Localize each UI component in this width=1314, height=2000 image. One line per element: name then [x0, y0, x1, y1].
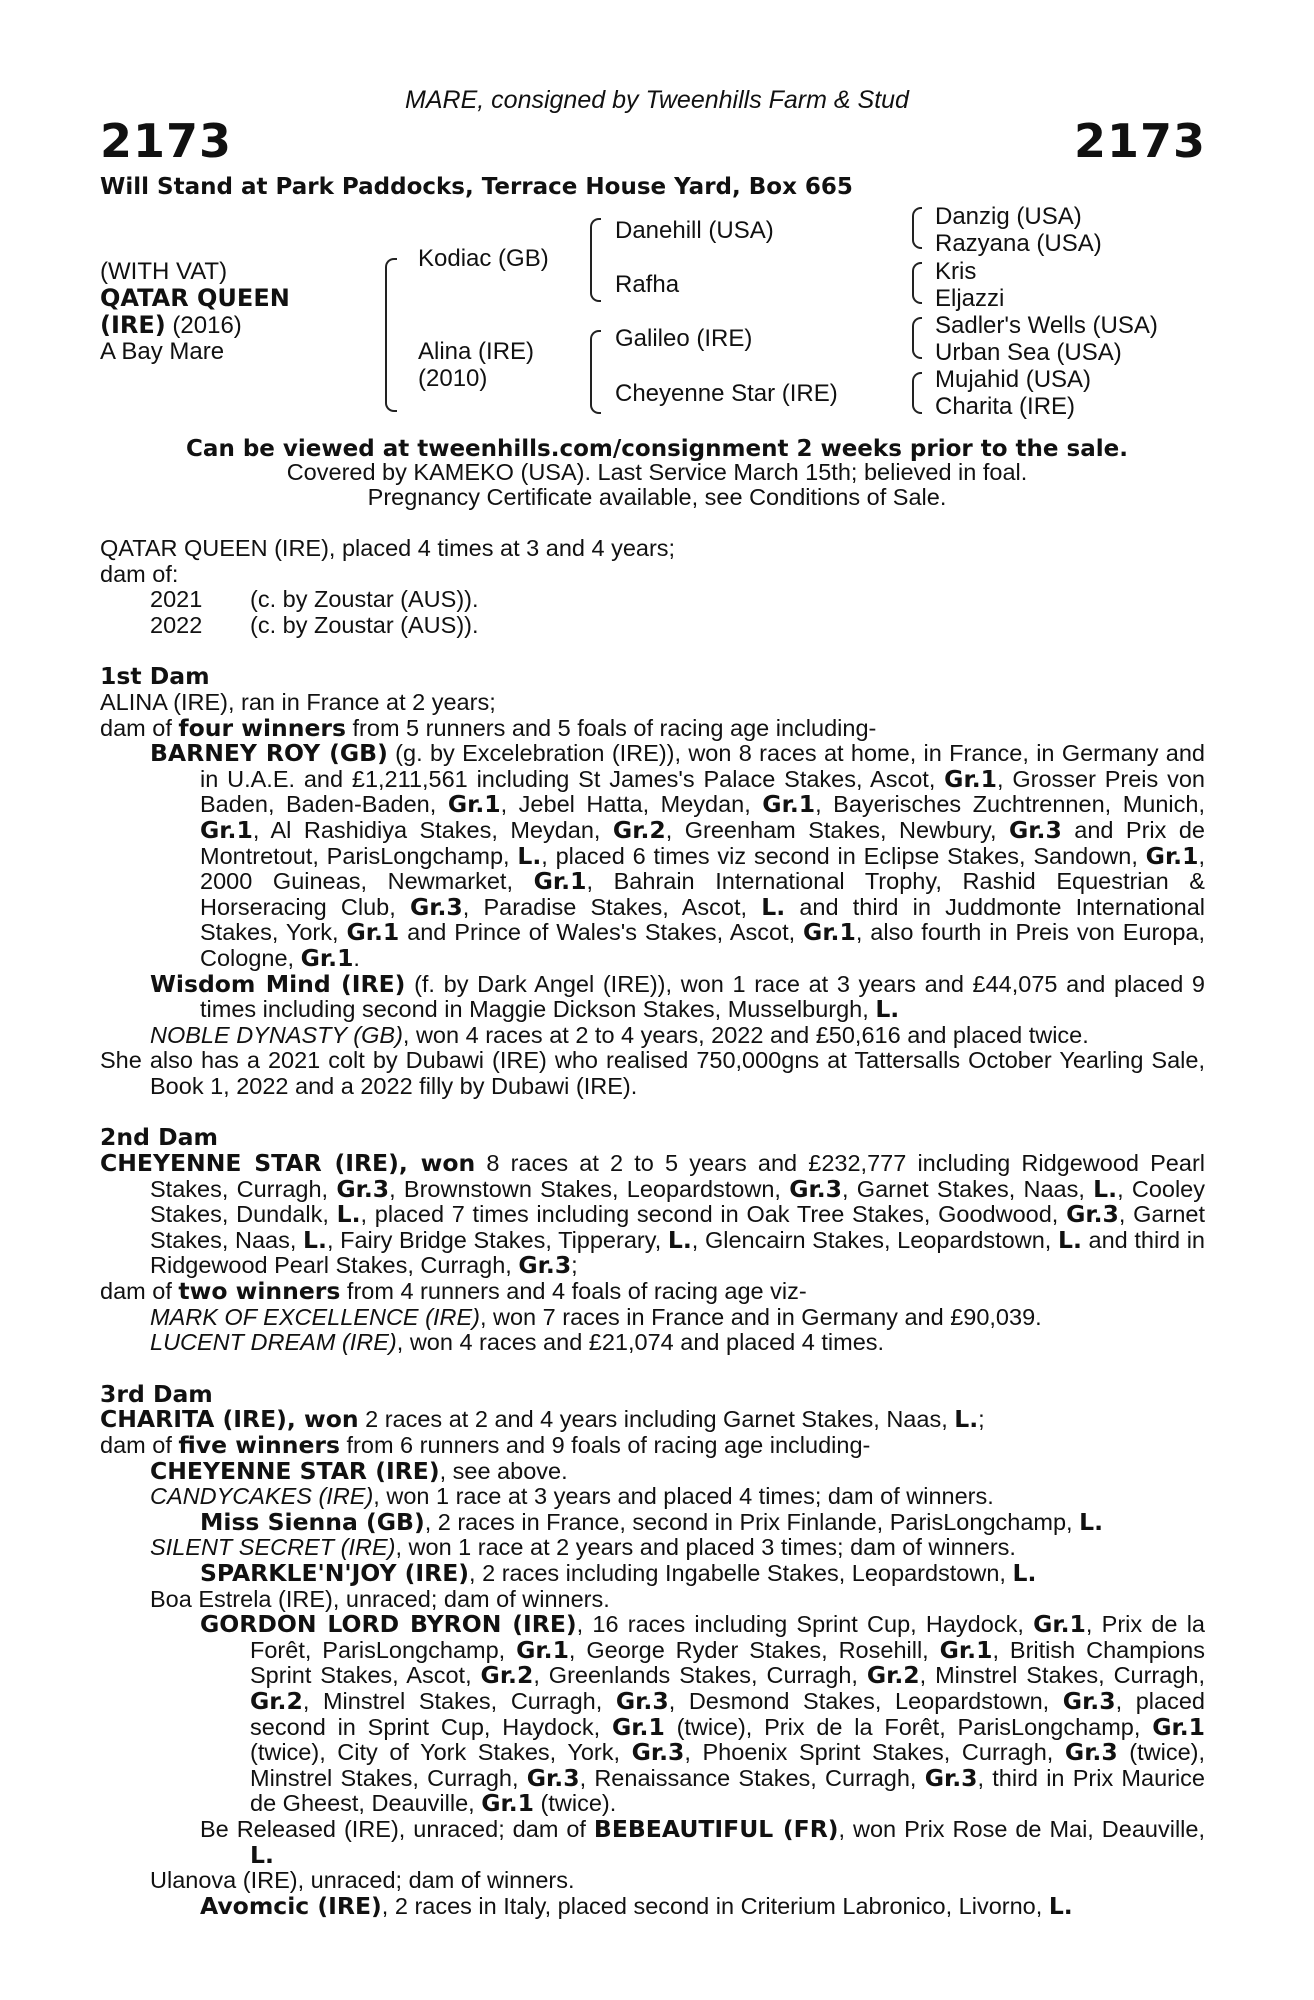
- dam-dam: Cheyenne Star (IRE): [615, 380, 838, 407]
- progeny-cheyenne-star: CHEYENNE STAR (IRE), see above.: [150, 1456, 568, 1485]
- progeny-sparkle-n-joy: SPARKLE'N'JOY (IRE), 2 races including Ingabelle Stakes, Leopardstown, L.: [200, 1558, 1037, 1587]
- first-dam-dam-of: dam of four winners from 5 runners and 5 foals of racing age including-: [100, 713, 877, 742]
- brace-gg4: [912, 372, 922, 414]
- lot-number-right: 2173: [1073, 114, 1206, 168]
- horse-country-year: (IRE) (2016): [100, 311, 242, 339]
- brace-gg3: [912, 317, 922, 359]
- sire-name: Kodiac (GB): [418, 245, 549, 272]
- progeny-barney-roy: BARNEY ROY (GB) (g. by Excelebration (IRE)), won 8 races at home, in France, in Germany and in U.A.E. and £1,211,561 including St James's Palace Stakes, Ascot, Gr.1, Grosser Preis von Baden, Baden-Baden, Gr.1, Jebel Hatta, Meydan, Gr.1, Bayerisches Zuchtrennen, Munich, Gr.1, Al Rashidiya Stakes, Meydan, Gr.2, Greenham Stakes, Newbury, Gr.3 and Prix de Montretout, ParisLongchamp, L., placed 6 times viz second in Eclipse Stakes, Sandown, Gr.1, 2000 Guineas, Newmarket, Gr.1, Bahrain International Trophy, Rashid Equestrian & Horseracing Club, Gr.3, Paradise Stakes, Ascot, L. and third in Juddmonte International Stakes, York, Gr.1 and Prince of Wales's Stakes, Ascot, Gr.1, also fourth in Preis von Europa, Cologne, Gr.1.: [150, 739, 1206, 972]
- dam-sire: Galileo (IRE): [615, 325, 753, 352]
- progeny-noble-dynasty: NOBLE DYNASTY (GB), won 4 races at 2 to 4 years, 2022 and £50,616 and placed twice.: [150, 1021, 1089, 1048]
- progeny-avomcic: Avomcic (IRE), 2 races in Italy, placed second in Criterium Labronico, Livorno, L.: [200, 1891, 1073, 1920]
- gg-2: Razyana (USA): [935, 230, 1102, 257]
- second-dam-record: CHEYENNE STAR (IRE), won 8 races at 2 to 5 years and £232,777 including Ridgewood Pearl Stakes, Curragh, Gr.3, Brownstown Stakes, Leopardstown, Gr.3, Garnet Stakes, Naas, L., Cooley Stakes, Dundalk, L., placed 7 times including second in Oak Tree Stakes, Goodwood, Gr.3, Garnet Stakes, Naas, L., Fairy Bridge Stakes, Tipperary, L., Glencairn Stakes, Leopardstown, L. and third in Ridgewood Pearl Stakes, Curragh, Gr.3;: [100, 1149, 1205, 1280]
- progeny-be-released: Be Released (IRE), unraced; dam of BEBEAUTIFUL (FR), won Prix Rose de Mai, Deauville, L.: [200, 1814, 1205, 1869]
- progeny-lucent-dream: LUCENT DREAM (IRE), won 4 races and £21,074 and placed 4 times.: [150, 1329, 885, 1356]
- progeny-boa-estrela: Boa Estrela (IRE), unraced; dam of winners.: [150, 1585, 610, 1612]
- sire-dam: Rafha: [615, 271, 680, 298]
- viewing-note: Can be viewed at tweenhills.com/consignment 2 weeks prior to the sale.: [186, 436, 1128, 462]
- vat-note: (WITH VAT): [100, 258, 228, 285]
- brace-dam: [590, 330, 601, 414]
- brace-gg1: [912, 207, 922, 249]
- first-dam-intro: ALINA (IRE), ran in France at 2 years;: [100, 688, 496, 715]
- progeny-gordon-lord-byron: GORDON LORD BYRON (IRE), 16 races including Sprint Cup, Haydock, Gr.1, Prix de la Forêt, ParisLongchamp, Gr.1, George Ryder Stakes, Rosehill, Gr.1, British Champions Sprint Stakes, Ascot, Gr.2, Greenlands Stakes, Curragh, Gr.2, Minstrel Stakes, Curragh, Gr.2, Minstrel Stakes, Curragh, Gr.3, Desmond Stakes, Leopardstown, Gr.3, placed second in Sprint Cup, Haydock, Gr.1 (twice), Prix de la Forêt, ParisLongchamp, Gr.1 (twice), City of York Stakes, York, Gr.3, Phoenix Sprint Stakes, Curragh, Gr.3 (twice), Minstrel Stakes, Curragh, Gr.3, Renaissance Stakes, Curragh, Gr.3, third in Prix Maurice de Gheest, Deauville, Gr.1 (twice).: [200, 1610, 1206, 1818]
- horse-description: A Bay Mare: [100, 338, 225, 365]
- horse-name: QATAR QUEEN: [100, 284, 290, 312]
- third-dam-record: CHARITA (IRE), won 2 races at 2 and 4 years including Garnet Stakes, Naas, L.;: [100, 1405, 985, 1434]
- foal-2021: 2021 (c. by Zoustar (AUS)).: [150, 586, 479, 613]
- gg-4: Eljazzi: [935, 285, 1005, 312]
- third-dam-dam-of: dam of five winners from 6 runners and 9 foals of racing age including-: [100, 1431, 871, 1459]
- progeny-wisdom-mind: Wisdom Mind (IRE) (f. by Dark Angel (IRE)), won 1 race at 3 years and £44,075 and placed 9 times including second in Maggie Dickson Stakes, Musselburgh, L.: [150, 969, 1206, 1024]
- progeny-mark-of-excellence: MARK OF EXCELLENCE (IRE), won 7 races in France and in Germany and £90,039.: [150, 1303, 1042, 1330]
- gg-5: Sadler's Wells (USA): [935, 312, 1158, 339]
- dam-year: (2010): [418, 365, 488, 392]
- first-dam-also-note: She also has a 2021 colt by Dubawi (IRE) who realised 750,000gns at Tattersalls October Yearling Sale, Book 1, 2022 and a 2022 filly by Dubawi (IRE).: [100, 1047, 1205, 1099]
- third-dam-heading: 3rd Dam: [100, 1379, 213, 1408]
- mare-summary: QATAR QUEEN (IRE), placed 4 times at 3 and 4 years;: [100, 535, 676, 561]
- covered-note: Covered by KAMEKO (USA). Last Service March 15th; believed in foal.: [286, 459, 1028, 485]
- foal-2022: 2022 (c. by Zoustar (AUS)).: [150, 611, 479, 638]
- progeny-silent-secret: SILENT SECRET (IRE), won 1 race at 2 years and placed 3 times; dam of winners.: [150, 1534, 1016, 1561]
- dam-name: Alina (IRE): [418, 338, 535, 365]
- progeny-candycakes: CANDYCAKES (IRE), won 1 race at 3 years and placed 4 times; dam of winners.: [150, 1483, 994, 1510]
- progeny-ulanova: Ulanova (IRE), unraced; dam of winners.: [150, 1867, 575, 1894]
- gg-1: Danzig (USA): [935, 203, 1082, 230]
- pregnancy-note: Pregnancy Certificate available, see Conditions of Sale.: [367, 484, 947, 510]
- gg-3: Kris: [935, 258, 977, 285]
- stand-location: Will Stand at Park Paddocks, Terrace House Yard, Box 665: [100, 174, 853, 200]
- mare-dam-of: dam of:: [100, 560, 179, 587]
- gg-7: Mujahid (USA): [935, 366, 1092, 393]
- brace-gg2: [912, 262, 922, 304]
- progeny-miss-sienna: Miss Sienna (GB), 2 races in France, second in Prix Finlande, ParisLongchamp, L.: [200, 1507, 1104, 1536]
- sire-sire: Danehill (USA): [615, 217, 774, 244]
- brace-sire: [590, 218, 601, 302]
- first-dam-heading: 1st Dam: [100, 662, 210, 691]
- gg-8: Charita (IRE): [935, 393, 1076, 420]
- second-dam-heading: 2nd Dam: [100, 1123, 218, 1152]
- lot-number-left: 2173: [100, 114, 233, 168]
- consignment-line: MARE, consigned by Tweenhills Farm & Stud: [405, 86, 909, 114]
- gg-6: Urban Sea (USA): [935, 339, 1122, 366]
- brace-main: [385, 258, 397, 412]
- catalogue-body: [100, 536, 1205, 1919]
- second-dam-dam-of: dam of two winners from 4 runners and 4 foals of racing age viz-: [100, 1277, 807, 1306]
